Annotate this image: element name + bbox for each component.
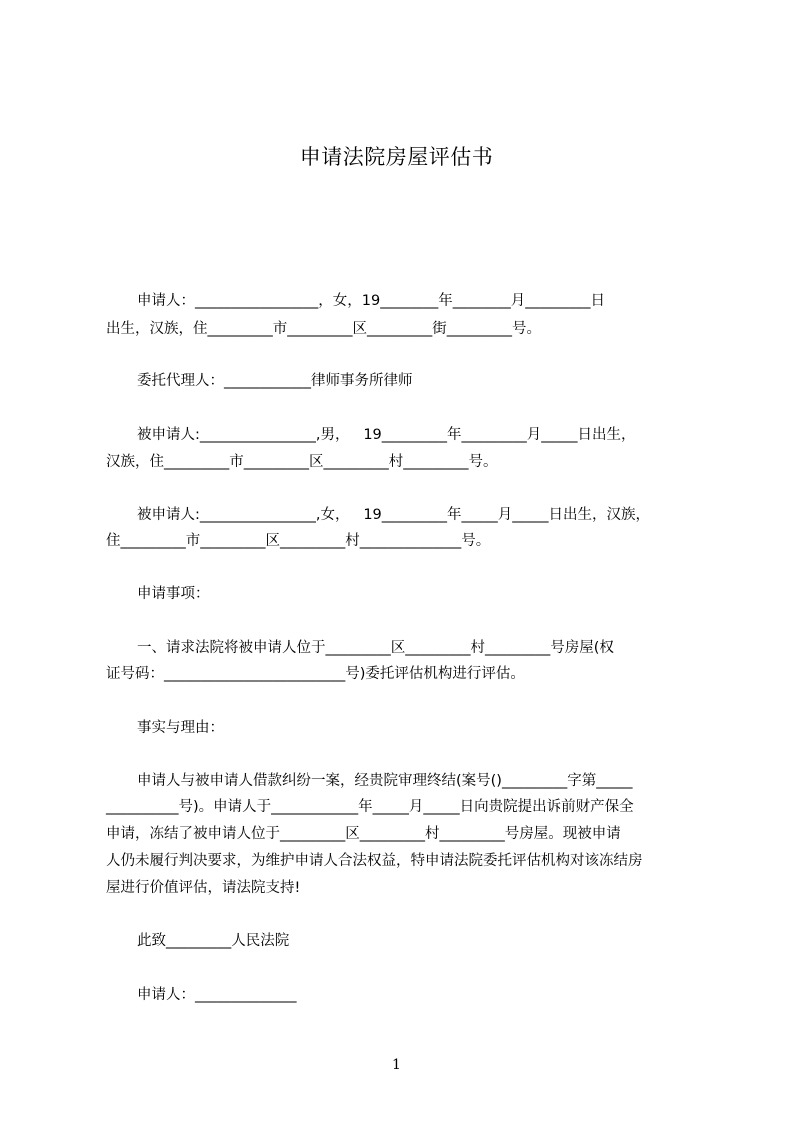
request-item-line-2: 证号码：_________________________号)委托评估机构进行评估。 (106, 666, 525, 682)
facts-line-1: 申请人与被申请人借款纠纷一案，经贵院审理终结(案号()_________字第_____ (137, 773, 633, 789)
facts-line-3: 申请，冻结了被申请人位于_________区_________村_________号房屋。现被申请 (106, 826, 621, 842)
respondent1-line-1: 被申请人:________________,男， 19_________年_________月_____日出生， (137, 427, 636, 443)
facts-line-4: 人仍未履行判决要求，为维护申请人合法权益，特申请法院委托评估机构对该冻结房 (106, 853, 643, 869)
signature-line: 申请人：______________ (137, 987, 297, 1003)
facts-line-5: 屋进行价值评估，请法院支持! (106, 880, 301, 896)
respondent1-line-2: 汉族，住_________市_________区_________村_________号。 (106, 454, 498, 470)
respondent2-line-2: 住_________市_________区_________村______________号。 (106, 533, 491, 549)
addressee-line: 此致_________人民法院 (137, 933, 290, 949)
document-title: 申请法院房屋评估书 (299, 145, 494, 169)
applicant-line-2: 出生，汉族，住_________市_________区_________街_________号。 (106, 321, 541, 337)
respondent2-line-1: 被申请人:________________,女， 19_________年_____月_____日出生，汉族， (137, 507, 651, 523)
section-heading-request-items: 申请事项： (137, 586, 210, 602)
applicant-line-1: 申请人：_________________，女，19________年________月_________日 (137, 293, 605, 309)
facts-line-2: __________号)。申请人于____________年_____月_____日向贵院提出诉前财产保全 (106, 799, 634, 815)
section-heading-facts-reasons: 事实与理由： (137, 720, 224, 736)
agent-line: 委托代理人：____________律师事务所律师 (137, 373, 413, 389)
page-number: 1 (392, 1057, 401, 1073)
request-item-line-1: 一、请求法院将被申请人位于_________区_________村_________号房屋(权 (137, 640, 614, 656)
